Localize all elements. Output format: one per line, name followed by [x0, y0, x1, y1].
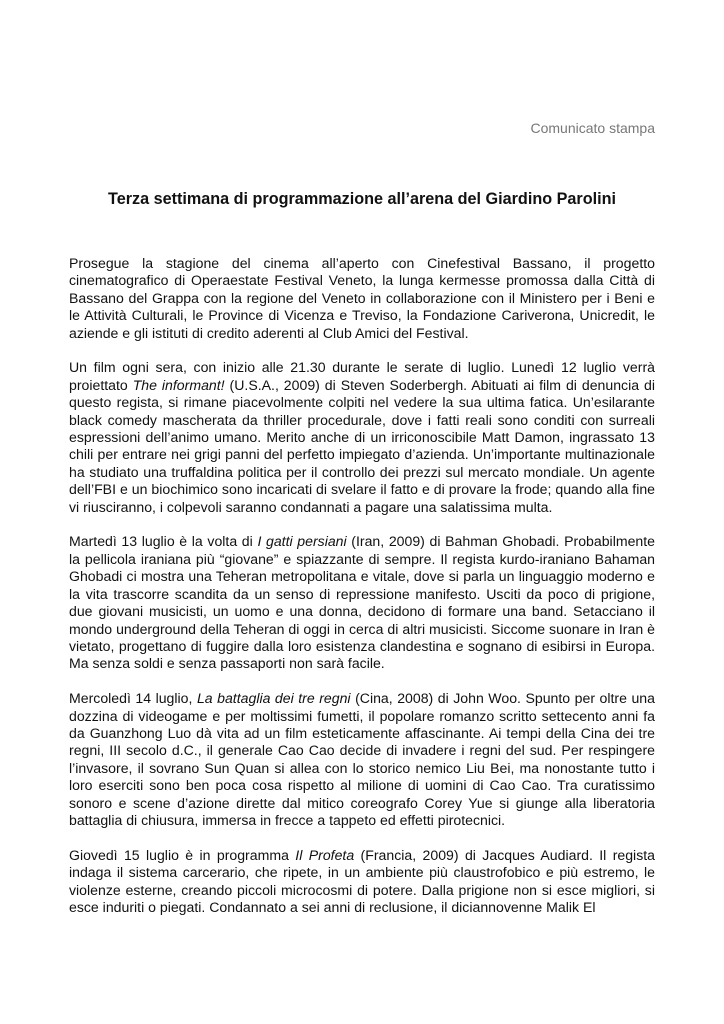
paragraph-i-gatti-persiani: [69, 533, 655, 672]
film-title: The informant!: [132, 376, 225, 393]
film-title: Il Profeta: [295, 846, 355, 863]
paragraph-text-before: Martedì 13 luglio è la volta di: [69, 533, 258, 550]
paragraph-il-profeta: [69, 847, 655, 917]
document-body: [69, 255, 655, 934]
paragraph-text-after: (Iran, 2009) di Bahman Ghobadi. Probabilmente la pellicola iraniana più “giovane” e spiazzante di sempre. Il regista kurdo-iraniano Bahaman Ghobadi ci mostra una Teheran metropolitana e vitale, dove si parla un linguaggio moderno e la vita trascorre scandita da un senso di repressione manifesto. Usciti da poco di prigione, due giovani musicisti, un uomo e una donna, decidono di formare una band. Setacciano il mondo underground della Teheran di oggi in cerca di altri musicisti. Siccome suonare in Iran è vietato, progettano di fuggire dalla loro esistenza clandestina e sognano di esibirsi in Europa. Ma senza soldi e senza passaporti non sarà facile.: [69, 533, 655, 672]
paragraph-text-after: (U.S.A., 2009) di Steven Soderbergh. Abituati ai film di denuncia di questo regista, si rimane piacevolmente colpiti nel vedere la sua ultima fatica. Un’esilarante black comedy mascherata da thriller procedurale, dove i fatti reali sono conditi con surreali espressioni dell’animo umano. Merito anche di un irriconoscibile Matt Damon, ingrassato 13 chili per entrare nei grigi panni del perfetto impiegato d’azienda. Un’importante multinazionale ha studiato una truffaldina politica per il controllo dei prezzi sul mercato mondiale. Un agente dell’FBI e un biochimico sono incaricati di svelare il fatto e di provare la frode; quando alla fine vi riusciranno, i colpevoli saranno condannati a pagare una salatissima multa.: [69, 376, 655, 515]
film-title: I gatti persiani: [257, 533, 347, 550]
film-title: La battaglia dei tre regni: [196, 690, 351, 707]
paragraph-text-before: Giovedì 15 luglio è in programma: [69, 846, 296, 863]
paragraph-text: Prosegue la stagione del cinema all’aperto con Cinefestival Bassano, il progetto cinematografico di Operaestate Festival Veneto, la lunga kermesse promossa dalla Città di Bassano del Grappa con la regione del Veneto in collaborazione con il Ministero per i Beni e le Attività Culturali, le Province di Vicenza e Treviso, la Fondazione Cariverona, Unicredit, le aziende e gli istituti di credito aderenti al Club Amici del Festival.: [69, 255, 655, 341]
paragraph-the-informant: [69, 359, 655, 516]
paragraph-text-before: Mercoledì 14 luglio,: [69, 690, 197, 707]
paragraph-text-after: (Francia, 2009) di Jacques Audiard. Il regista indaga il sistema carcerario, che ripete, in un ambiente più claustrofobico e più estremo, le violenze esterne, creando piccoli microcosmi di potere. Dalla prigione non si esce migliori, si esce induriti o piegati. Condannato a sei anni di reclusione, il diciannovenne Malik El: [69, 846, 655, 915]
paragraph-text-before: Un film ogni sera, con inizio alle 21.30 durante le serate di luglio. Lunedì 12 luglio verrà proiettato: [69, 359, 655, 393]
paragraph-intro: [69, 255, 655, 342]
paragraph-la-battaglia-dei-tre-regni: [69, 690, 655, 829]
press-release-label: Comunicato stampa: [530, 120, 655, 136]
paragraph-text-after: (Cina, 2008) di John Woo. Spunto per oltre una dozzina di videogame e per moltissimi fumetti, il popolare romanzo scritto settecento anni fa da Guanzhong Luo dà vita ad un film esteticamente affascinante. Ai tempi della Cina dei tre regni, III secolo d.C., il generale Cao Cao decide di invadere i regni del sud. Per respingere l’invasore, il sovrano Sun Quan si allea con lo storico nemico Liu Bei, ma nonostante tutto i loro eserciti sono ben poca cosa rispetto al milione di uomini di Cao Cao. Tra curatissimo sonoro e scene d’azione dirette dal mitico coreografo Corey Yue si giunge alla liberatoria battaglia di chiusura, immersa in frecce a tappeto ed effetti pirotecnici.: [69, 690, 655, 828]
document-title: Terza settimana di programmazione all’arena del Giardino Parolini: [108, 190, 616, 208]
